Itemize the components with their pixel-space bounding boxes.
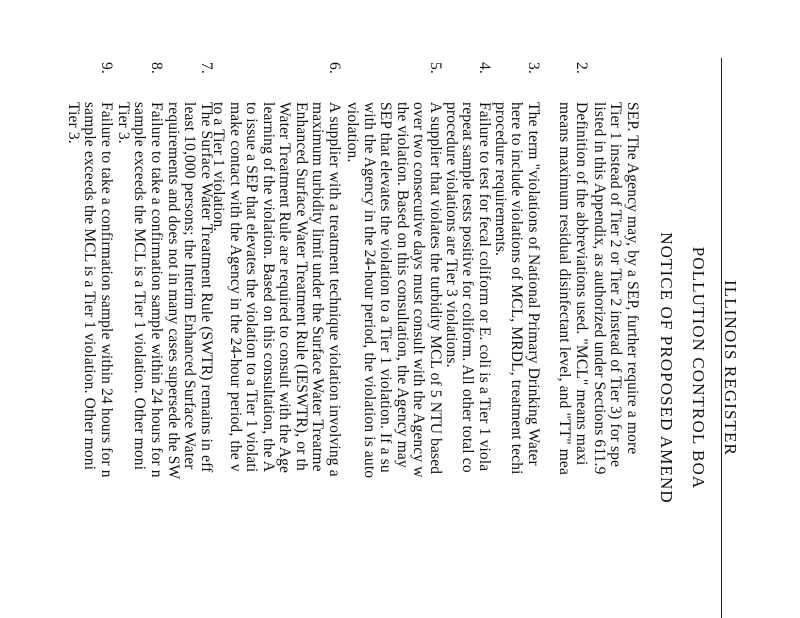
paragraph-number: 3. [525,62,542,74]
text-line: SEP that elevates the violation to a Tier 1 violation. If a su [377,102,395,473]
text-line: Tier 3. [115,102,132,144]
paragraph-text [210,102,342,477]
header-rule [721,58,722,618]
paragraph-text [591,102,641,474]
paragraph-number: 9. [98,62,115,74]
paragraph-text [165,102,215,479]
text-line: A supplier with a treatment technique violation involving a [326,102,343,477]
text-line: listed in this Appendix, as authorized under Sections 611.9 [591,102,608,475]
paragraph-text [492,102,542,475]
text-line: The term "violations of National Primary Drinking Water [525,102,542,466]
text-line: maximum turbidity limit under the Surface Water Treatme [309,102,327,472]
text-line: Tier 3. [65,102,82,144]
text-line: learning of the violation. Based on this consultation, the A [260,102,277,473]
text-line: procedure violations are Tier 3 violations. [443,102,460,368]
text-line: make contact with the Agency in the 24-hour period, the v [227,102,244,472]
paragraph-number: 5. [427,62,444,74]
paragraph-text [115,102,165,478]
text-line: means maximum residual disinfectant level, and "TT" mea [556,102,574,475]
text-line: Failure to take a confirmation sample within 24 hours for n [98,102,115,478]
text-line: with the Agency in the 24-hour period, the violation is auto [361,102,378,479]
text-line: Failure to test for fecal coliform or E. coli is a Tier 1 viola [476,102,493,472]
text-line: SEP. The Agency may, by a SEP, further require a more [624,102,641,455]
text-line: Enhanced Surface Water Treatment Rule (IESWTR), or th [293,102,310,471]
text-line: procedure requirements. [492,102,509,257]
paragraph-number: 4. [476,62,493,74]
text-line: Failure to take a confirmation sample within 24 hours for n [148,102,165,478]
paragraph-number: 7. [198,62,215,74]
text-line: A supplier that violates the turbidity MCL of 5 NTU based [427,102,444,475]
text-line: to a Tier 1 violation. [210,102,228,232]
rotated-document [65,58,740,618]
text-line: over two consecutive days must consult with the Agency w [410,102,428,478]
paragraph-text [443,102,493,473]
paragraph-number: 2. [573,62,590,74]
paragraph-text [65,102,115,478]
text-line: Definition of the abbreviations used. "MCL" means maxi [573,102,590,466]
text-line: requirements and does not in many cases supersede the SW [165,102,182,480]
text-line: violation. [344,102,362,163]
register-title: ILLINOIS REGISTER [721,280,740,456]
notice-title: NOTICE OF PROPOSED AMEND [657,232,676,504]
paragraph-text [556,102,589,475]
text-line: Tier 1 instead of Tier 2 or Tier 2 instead of Tier 3) for spe [607,102,625,468]
text-line: here to include violations of MCL, MRDL, treatment techi [508,102,526,475]
text-line: Water Treatment Rule are required to consult with the Age [276,102,294,474]
paragraph-number: 6. [326,62,343,74]
paragraph-text [344,102,443,478]
text-line: sample exceeds the MCL is a Tier 1 violation. Other moni [81,102,99,471]
text-line: least 10,000 persons; the Interim Enhanced Surface Water [181,102,199,470]
text-line: The Surface Water Treatment Rule (SWTR) remains in eff [198,102,215,473]
text-line: repeat sample tests positive for coliform. All other total co [459,102,477,473]
text-line: to issue a SEP that elevates the violation to a Tier 1 violati [243,102,261,473]
paragraph-number: 8. [148,62,165,74]
text-line: sample exceeds the MCL is a Tier 1 violation. Other moni [131,102,149,471]
board-title: POLLUTION CONTROL BOA [689,246,708,490]
text-line: the violation. Based on this consultation, the Agency may [394,102,411,468]
